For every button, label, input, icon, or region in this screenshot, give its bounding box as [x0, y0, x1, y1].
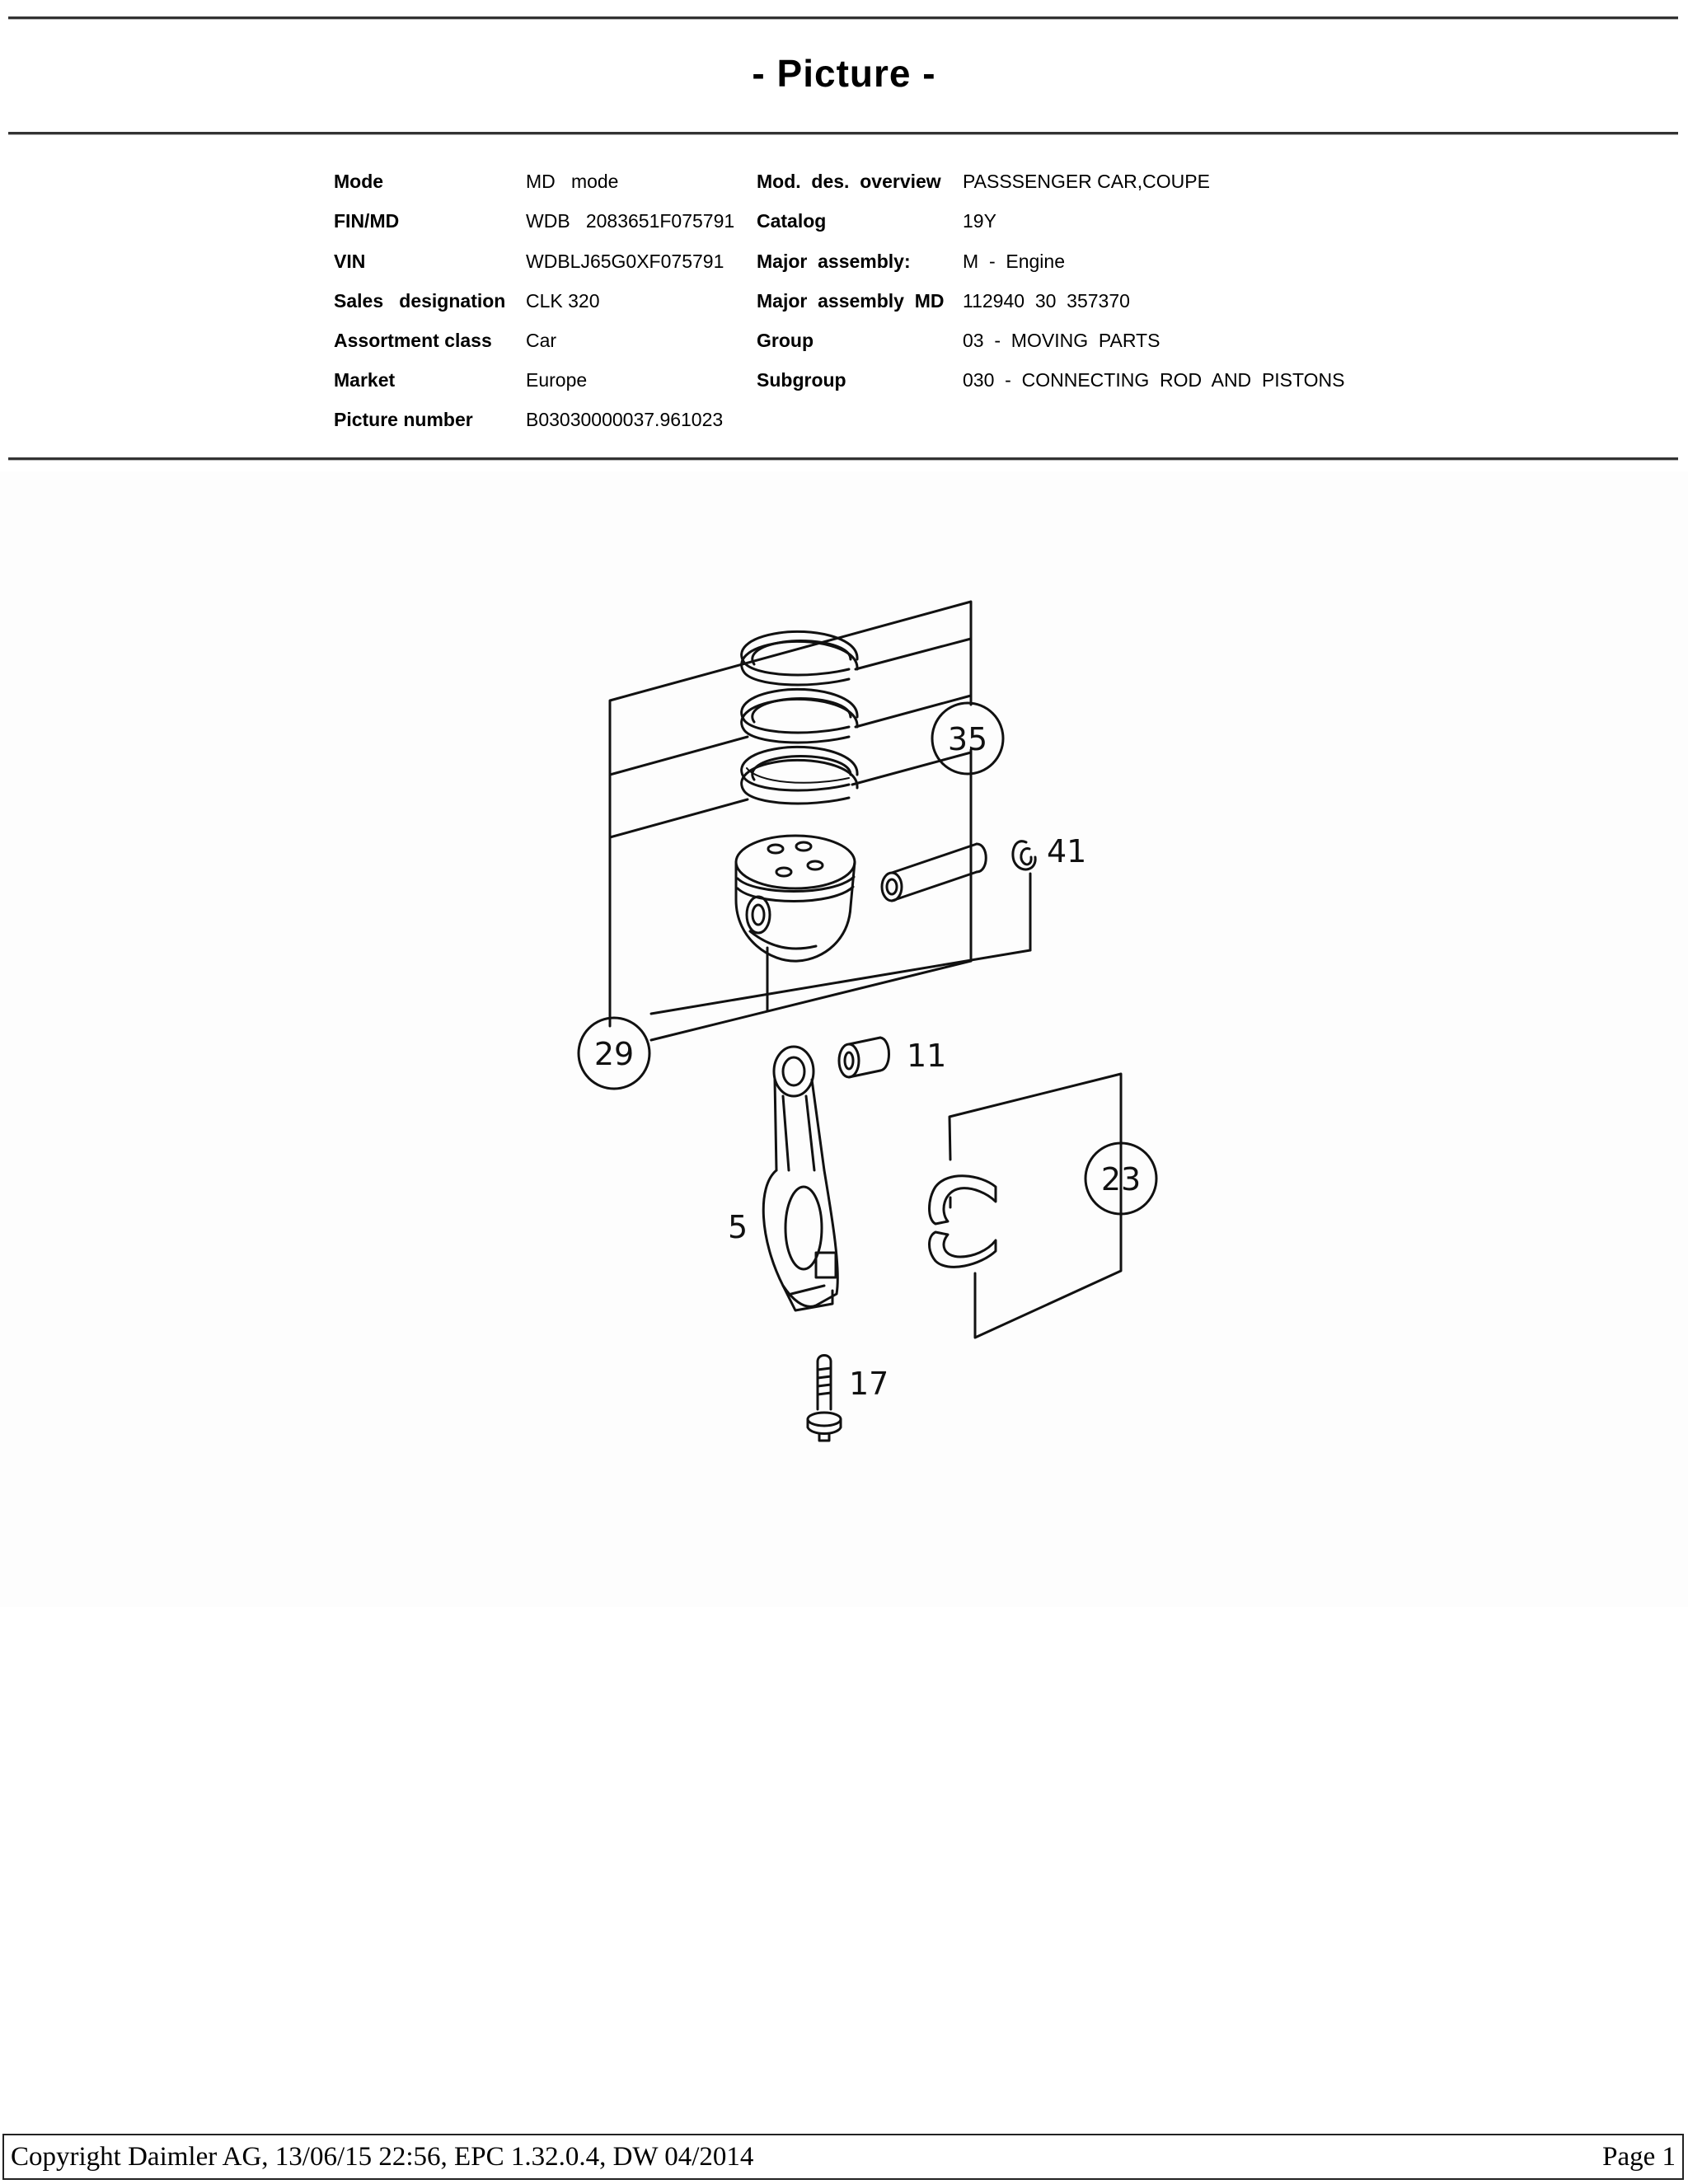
info-label: Mod. des. overview: [757, 171, 941, 192]
info-value: WDB 2083651F075791: [526, 210, 735, 232]
callout-29: [579, 1018, 649, 1089]
info-value: WDBLJ65G0XF075791: [526, 251, 724, 272]
info-value: PASSSENGER CAR,COUPE: [963, 171, 1210, 192]
callout-5: [728, 1209, 748, 1245]
header-divider: [8, 132, 1678, 135]
callout-label: 41: [1047, 833, 1087, 869]
info-label: Sales designation: [334, 290, 506, 312]
piston: [736, 836, 855, 961]
info-label: Subgroup: [757, 369, 846, 391]
info-label: VIN: [334, 251, 366, 272]
page-number: Page 1: [1602, 2142, 1676, 2172]
info-label: Group: [757, 330, 814, 351]
piston-rings: [742, 631, 857, 804]
info-value: M - Engine: [963, 251, 1065, 272]
info-divider: [8, 457, 1678, 461]
info-value: 030 - CONNECTING ROD AND PISTONS: [963, 369, 1345, 391]
info-value: 112940 30 357370: [963, 290, 1130, 312]
info-value: Car: [526, 330, 557, 351]
info-value: Europe: [526, 369, 588, 391]
callout-label: 17: [849, 1366, 889, 1402]
callout-label: 29: [593, 1036, 635, 1072]
callout-label: 23: [1100, 1161, 1142, 1197]
callout-41: [1047, 833, 1086, 869]
info-value: 03 - MOVING PARTS: [963, 330, 1160, 351]
piston-ring-middle: [742, 689, 857, 743]
info-label: Catalog: [757, 210, 827, 232]
piston-ring-oil: [742, 747, 857, 804]
info-label: Major assembly MD: [757, 290, 945, 312]
info-label: Major assembly:: [757, 251, 911, 272]
rod-bushing: [839, 1038, 889, 1077]
info-value: 19Y: [963, 210, 996, 232]
info-value: CLK 320: [526, 290, 600, 312]
info-value: B03030000037.961023: [526, 409, 724, 430]
exploded-view-drawing: [0, 471, 1688, 1607]
callout-label: 11: [907, 1038, 947, 1074]
info-label: Picture number: [334, 409, 473, 430]
snap-ring: [1013, 841, 1035, 869]
parts-diagram: [0, 471, 1688, 1607]
callout-label: 35: [947, 721, 988, 757]
copyright-text: Copyright Daimler AG, 13/06/15 22:56, EPC 1.32.0.4, DW 04/2014: [11, 2142, 754, 2172]
top-divider: [8, 16, 1678, 20]
info-label: Assortment class: [334, 330, 492, 351]
callout-11: [907, 1038, 946, 1074]
info-value: MD mode: [526, 171, 619, 192]
piston-ring-top: [742, 631, 857, 685]
connecting-rod: [763, 1047, 837, 1310]
ring-leader-lines: [610, 602, 1030, 1040]
callout-label: 5: [728, 1209, 748, 1245]
callout-35: [932, 703, 1003, 774]
info-label: FIN/MD: [334, 210, 400, 232]
page-title: - Picture -: [752, 52, 936, 95]
info-label: Market: [334, 369, 396, 391]
page-footer: [2, 2134, 1684, 2180]
info-label: Mode: [334, 171, 384, 192]
rod-bolt: [808, 1356, 889, 1441]
bearing-shells: [930, 1074, 1157, 1338]
